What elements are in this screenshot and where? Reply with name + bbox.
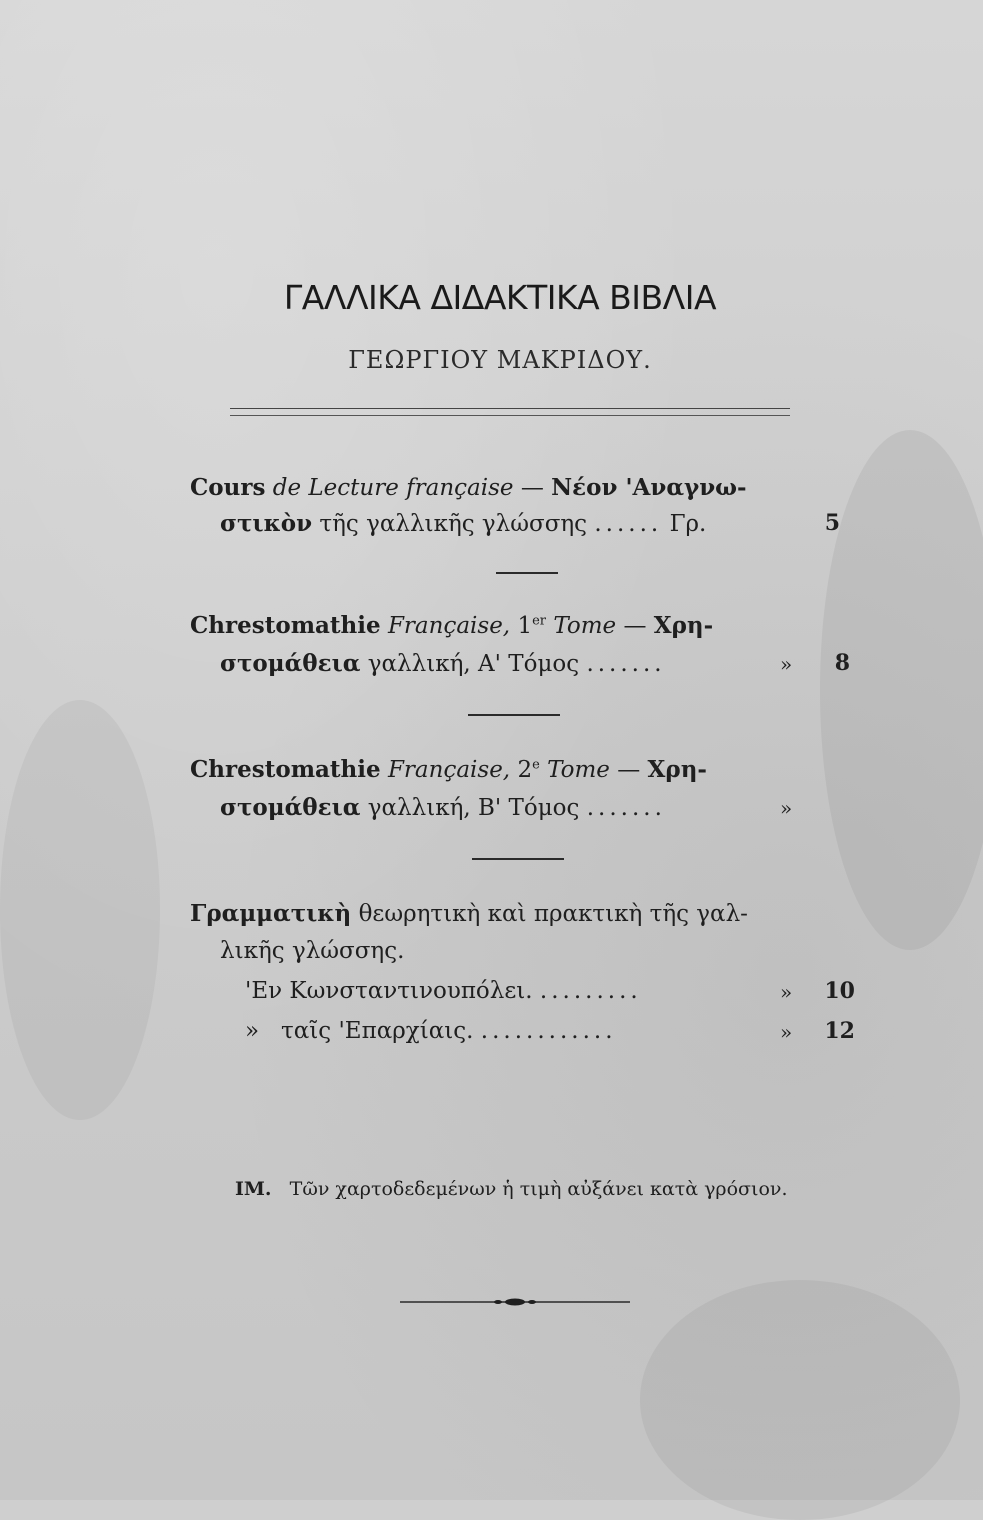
- page-title: ΓΑΛΛΙΚΑ ΔΙΔΑΚΤΙΚΑ ΒΙΒΛΙΑ: [283, 278, 717, 317]
- entry-price: 8: [834, 650, 850, 676]
- ditto-mark: »: [780, 796, 793, 820]
- dot-leader: .......: [586, 651, 666, 677]
- tome-word: Tome: [553, 613, 617, 639]
- price-label: ταῖς 'Επαρχίαις.: [281, 1018, 474, 1044]
- entry-title: Chrestomathie: [190, 612, 381, 639]
- ditto-mark: »: [780, 1020, 793, 1044]
- entry-title-text: θεωρητικὴ καὶ πρακτικὴ τῆς γαλ-: [358, 901, 748, 927]
- paper-stain: [640, 1280, 960, 1520]
- note-text: Τῶν χαρτοδεδεμένων ἡ τιμὴ αὐξάνει κατὰ γρόσιον.: [289, 1178, 788, 1200]
- tome-superscript: e: [532, 757, 540, 773]
- entry-title-italic: Française,: [387, 613, 511, 639]
- entry-price: 10: [824, 978, 855, 1004]
- entry-dash: —: [520, 475, 544, 501]
- currency-label: Γρ.: [669, 511, 707, 537]
- title-divider: [230, 408, 790, 416]
- paper-stain: [820, 430, 983, 950]
- entry-greek-title: Χρη-: [653, 612, 714, 639]
- entry-title: Chrestomathie: [190, 756, 381, 783]
- entry-divider: [496, 572, 558, 574]
- ornament-divider: [400, 1297, 630, 1307]
- dot-leader: .......: [586, 795, 666, 821]
- price-line-constantinople: [245, 978, 642, 1004]
- tome-number: 1: [517, 613, 533, 639]
- entry-greek-title: Νέον 'Αναγνω-: [551, 474, 747, 501]
- entry-line2-text: γαλλική, Β' Τόμος: [367, 795, 580, 821]
- ditto-mark: »: [780, 652, 793, 676]
- tome-word: Tome: [547, 757, 610, 783]
- entry-line2-bold: στομάθεια: [220, 650, 361, 677]
- price-line-provinces: [245, 1018, 617, 1044]
- paper-stain: [0, 700, 160, 1120]
- dot-leader: ......: [594, 511, 663, 537]
- price-label: 'Εν Κωνσταντινουπόλει.: [245, 978, 533, 1004]
- entry-greek-title: Χρη-: [647, 756, 707, 783]
- entry-title-italic: Française,: [387, 757, 511, 783]
- ditto-mark: »: [245, 1018, 260, 1044]
- entry-price: 5: [824, 510, 840, 536]
- entry-title-italic: de Lecture française: [272, 475, 514, 501]
- entry-dash: —: [617, 757, 641, 783]
- entry-line2-text: λικῆς γλώσσης.: [220, 938, 405, 964]
- entry-line2-bold: στομάθεια: [220, 794, 361, 821]
- entry-title: Cours: [190, 474, 266, 501]
- entry-divider: [468, 714, 560, 716]
- entry-line2-bold: στικὸν: [220, 510, 313, 537]
- entry-dash: —: [623, 613, 647, 639]
- note-mark: ΙΜ.: [235, 1178, 272, 1200]
- entry-title: Γραμματικὴ: [190, 900, 352, 927]
- entry-divider: [472, 858, 564, 860]
- entry-line2-text: γαλλική, Α' Τόμος: [367, 651, 580, 677]
- entry-line2-text: τῆς γαλλικῆς γλώσσης: [319, 511, 588, 537]
- dot-leader: ............: [480, 1018, 617, 1044]
- tome-superscript: er: [532, 613, 546, 629]
- binding-note: [235, 1178, 855, 1200]
- entry-price: 12: [824, 1018, 855, 1044]
- tome-number: 2: [517, 757, 533, 783]
- ditto-mark: »: [780, 980, 793, 1004]
- dot-leader: .........: [539, 978, 642, 1004]
- author-name: ΓΕΩΡΓΙΟΥ ΜΑΚΡΙΔΟΥ.: [348, 346, 652, 374]
